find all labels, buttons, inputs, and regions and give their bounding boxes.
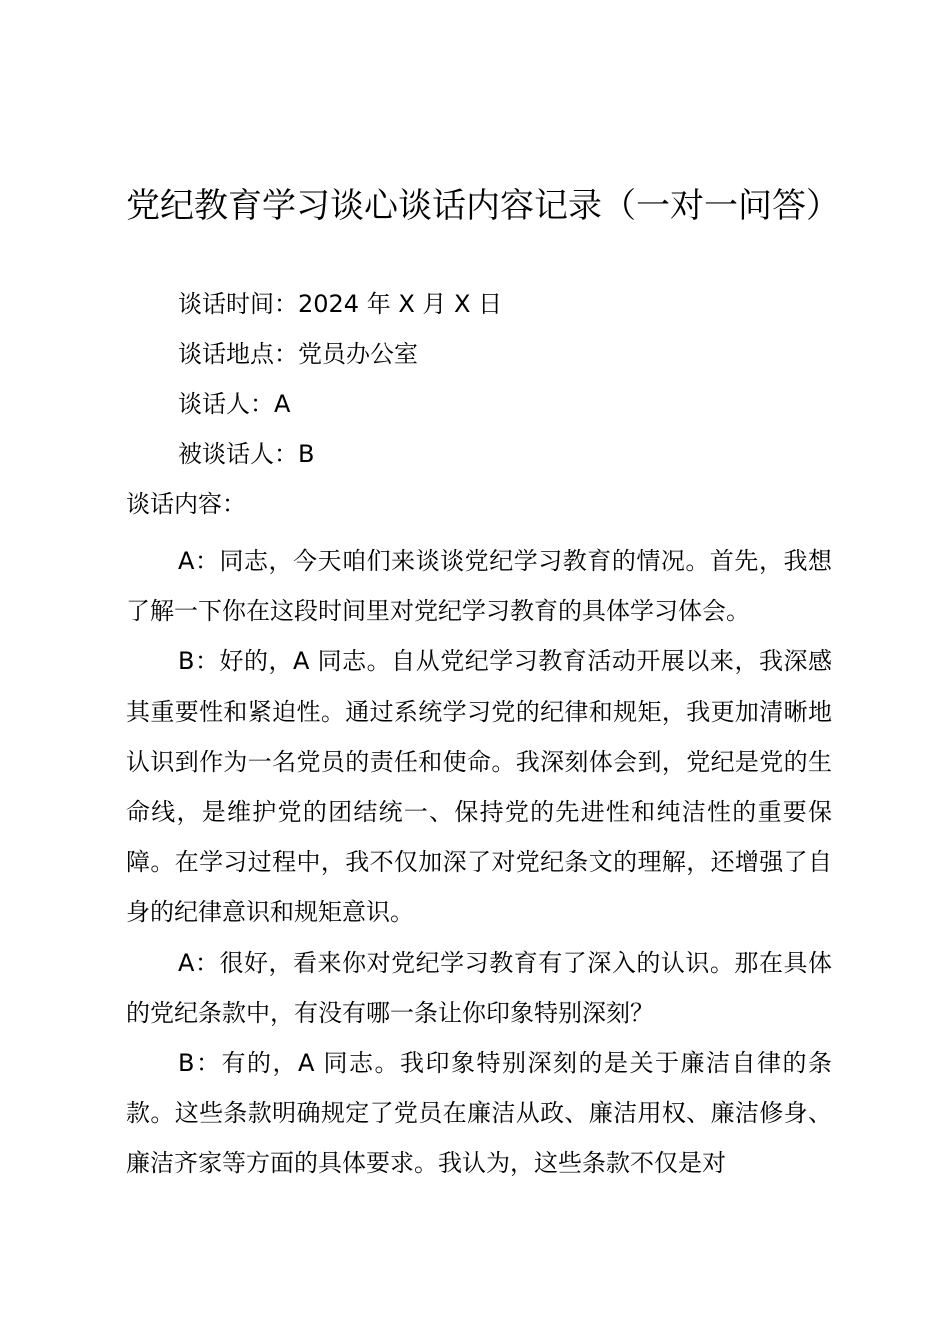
document-body [126, 536, 832, 1189]
meta-place: 谈话地点：党员办公室 [178, 340, 418, 368]
meta-listener: 被谈话人：B [178, 440, 315, 468]
meta-time: 谈话时间：2024 年 X 月 X 日 [178, 290, 503, 318]
paragraph: B：有的，A 同志。我印象特别深刻的是关于廉洁自律的条款。这些条款明确规定了党员在廉洁从政、廉洁用权、廉洁修身、廉洁齐家等方面的具体要求。我认为，这些条款不仅是对 [126, 1049, 832, 1178]
paragraph: A：同志，今天咱们来谈谈党纪学习教育的情况。首先，我想了解一下你在这段时间里对党纪学习教育的具体学习体会。 [126, 547, 832, 626]
document-title: 党纪教育学习谈心谈话内容记录（一对一问答） [126, 186, 840, 226]
paragraph: A：很好，看来你对党纪学习教育有了深入的认识。那在具体的党纪条款中，有没有哪一条让你印象特别深刻？ [126, 948, 832, 1027]
meta-talker: 谈话人：A [178, 390, 291, 418]
paragraph: B：好的，A 同志。自从党纪学习教育活动开展以来，我深感其重要性和紧迫性。通过系统学习党的纪律和规矩，我更加清晰地认识到作为一名党员的责任和使命。我深刻体会到，党纪是党的生命线，是维护党的团结统一、保持党的先进性和纯洁性的重要保障。在学习过程中，我不仅加深了对党纪条文的理解，还增强了自身的纪律意识和规矩意识。 [126, 647, 832, 927]
content-label: 谈话内容： [126, 490, 246, 518]
